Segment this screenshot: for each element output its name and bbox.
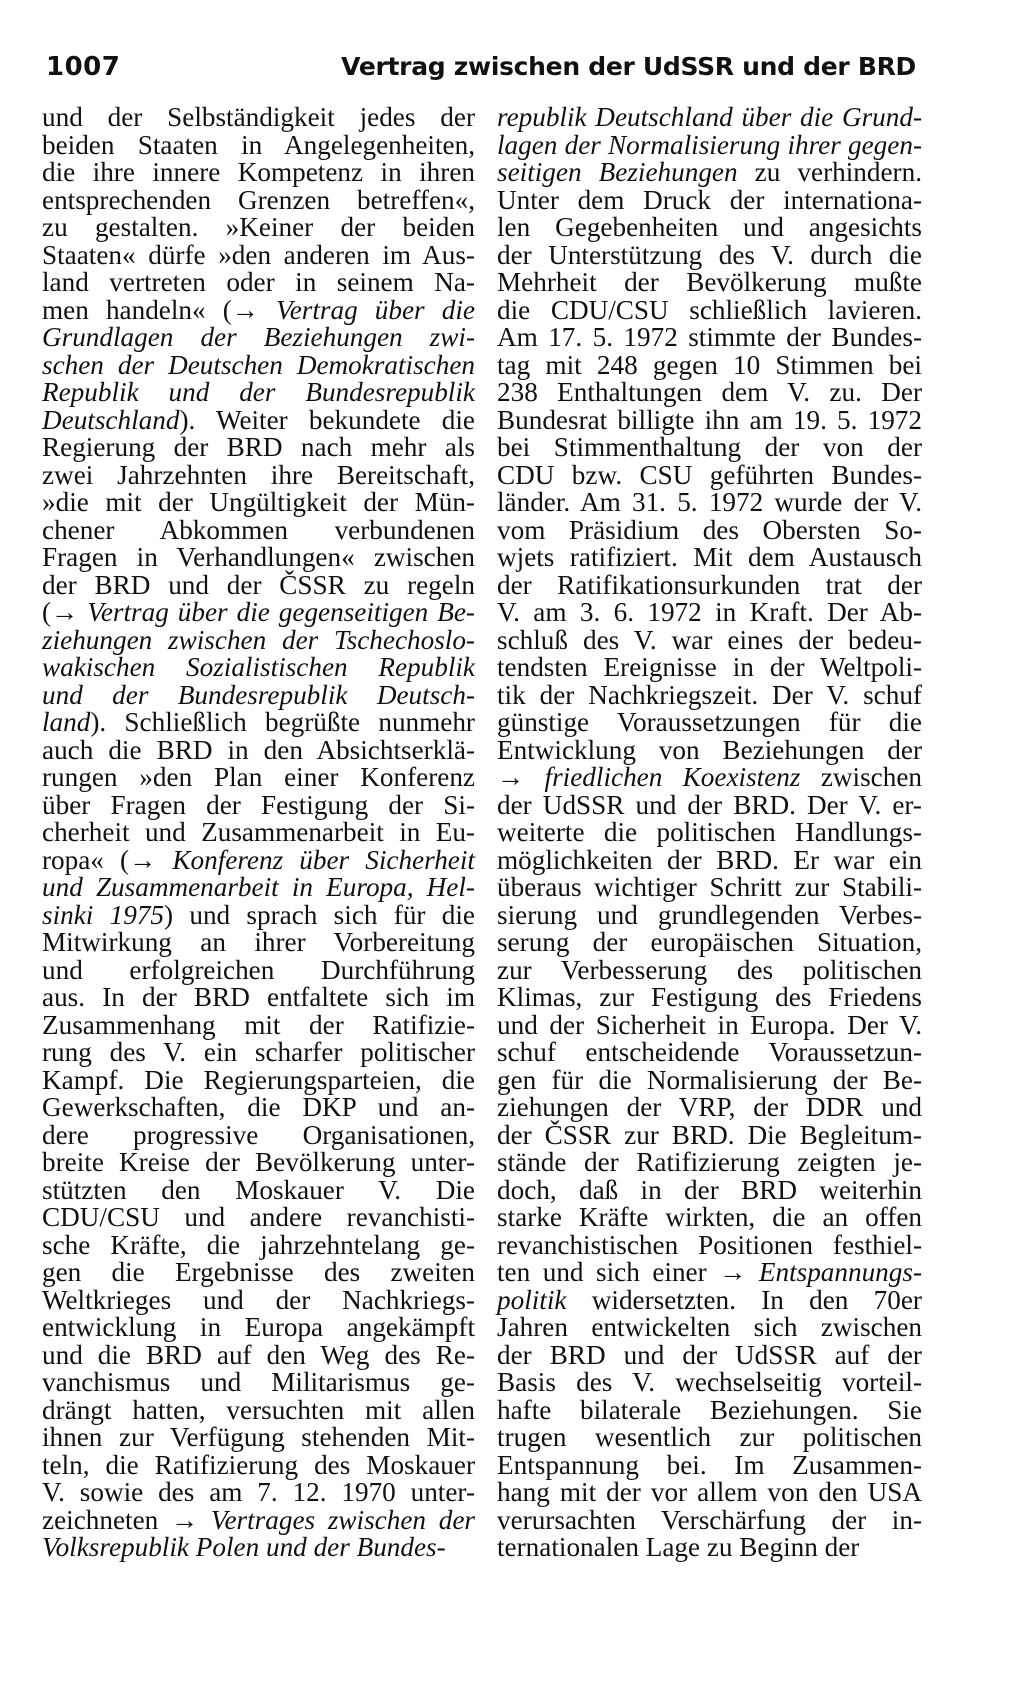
body-text: und der Selbständigkeit jedes der <box>42 102 475 132</box>
text-line <box>42 1119 475 1150</box>
text-line <box>497 1534 922 1562</box>
text-line <box>42 1149 475 1177</box>
body-text: ten und sich einer → <box>497 1257 759 1287</box>
text-line <box>42 324 475 352</box>
text-line <box>42 734 475 765</box>
text-line <box>42 489 475 517</box>
cross-reference-text: seitigen Beziehungen <box>497 157 738 187</box>
body-text: drängt hatten, versuchten mit allen <box>42 1394 475 1425</box>
text-line <box>42 1479 475 1507</box>
text-line <box>42 844 475 875</box>
body-text: dere progressive Organisationen, <box>42 1119 475 1150</box>
body-text: ihnen zur Verfügung stehenden Mit- <box>42 1422 475 1452</box>
text-line <box>42 819 475 847</box>
body-text: Regierung der BRD nach mehr als <box>42 432 475 462</box>
text-line <box>497 734 922 765</box>
text-line <box>497 1094 922 1122</box>
body-text: doch, daß in der BRD weiterhin <box>497 1174 922 1205</box>
body-text: der UdSSR und der BRD. Der V. er- <box>497 789 922 820</box>
text-line <box>42 404 475 435</box>
body-text: serung der europäischen Situation, <box>497 927 922 957</box>
text-line <box>497 269 922 297</box>
text-line <box>497 459 922 490</box>
body-text: CDU/CSU und andere revanchisti- <box>42 1202 475 1232</box>
body-text: ). Schließlich begrüßte nunmehr <box>90 707 475 737</box>
text-line <box>42 1449 475 1480</box>
cross-reference-text: Deutschland <box>42 404 180 435</box>
body-text: revanchistischen Positionen festhiel- <box>497 1229 922 1260</box>
text-line <box>497 544 922 572</box>
body-text: Zusammenhang mit der Ratifizie- <box>42 1009 475 1040</box>
body-text: tik der Nachkriegszeit. Der V. schuf <box>497 679 922 710</box>
text-line <box>42 459 475 490</box>
body-text: und der Sicherheit in Europa. Der V. <box>497 1009 922 1040</box>
text-line <box>497 1149 922 1177</box>
body-text: entsprechenden Grenzen betreffen«, <box>42 184 475 215</box>
body-text: möglichkeiten der BRD. Er war ein <box>497 844 922 875</box>
text-line <box>42 654 475 682</box>
text-line <box>497 709 922 737</box>
body-text: breite Kreise der Bevölkerung unter- <box>42 1147 475 1177</box>
cross-reference-text: republik Deutschland über die Grund- <box>497 102 922 132</box>
text-line <box>42 1039 475 1067</box>
text-line <box>497 184 922 215</box>
text-line <box>497 789 922 820</box>
body-text: → <box>497 762 545 792</box>
text-line <box>497 929 922 957</box>
body-text: länder. Am 31. 5. 1972 wurde der V. <box>497 487 922 517</box>
body-text: V. sowie des am 7. 12. 1970 unter- <box>42 1477 475 1507</box>
body-text: cherheit und Zusammenarbeit in Eu- <box>42 817 475 847</box>
body-text: wjets ratifiziert. Mit dem Austausch <box>497 542 922 572</box>
text-line <box>497 599 922 627</box>
body-text: Bundesrat billigte ihn am 19. 5. 1972 <box>497 404 922 435</box>
text-line <box>42 599 475 627</box>
cross-reference-text: Volksrepublik Polen und der Bundes- <box>42 1532 446 1562</box>
text-line <box>497 379 922 407</box>
text-line <box>497 679 922 710</box>
body-text: vom Präsidium des Obersten So- <box>497 514 922 545</box>
text-line <box>497 569 922 600</box>
cross-reference-text: lagen der Normalisierung ihrer gegen- <box>497 129 922 160</box>
body-text: 238 Enthaltungen dem V. zu. Der <box>497 377 922 407</box>
body-text: Jahren entwickelten sich zwischen <box>497 1312 922 1342</box>
text-line <box>42 1369 475 1397</box>
cross-reference-text: Vertrag über die gegenseitigen Be- <box>87 597 475 627</box>
cross-reference-text: land <box>42 707 91 737</box>
text-line <box>42 1174 475 1205</box>
text-line <box>497 984 922 1012</box>
text-line <box>497 324 922 352</box>
body-text: land vertreten oder in seinem Na- <box>42 267 475 297</box>
body-text: Unter dem Druck der internationa- <box>497 184 922 215</box>
body-text: die CDU/CSU schließlich lavieren. <box>497 294 922 325</box>
body-text: Am 17. 5. 1972 stimmte der Bundes- <box>497 322 922 352</box>
body-text: zu verhindern. <box>737 157 922 187</box>
text-line <box>497 1229 922 1260</box>
body-text: schuf entscheidende Voraussetzun- <box>497 1037 922 1067</box>
text-line <box>42 954 475 985</box>
body-text: Staaten« dürfe »den anderen im Aus- <box>42 239 475 270</box>
cross-reference-text: Konferenz über Sicherheit <box>172 844 475 875</box>
body-text: teln, die Ratifizierung des Moskauer <box>42 1449 475 1480</box>
body-text: Weltkrieges und der Nachkriegs- <box>42 1284 475 1315</box>
body-text: der BRD und der ČSSR zu regeln <box>42 569 475 600</box>
text-line <box>497 239 922 270</box>
text-line <box>497 1204 922 1232</box>
text-line <box>42 1094 475 1122</box>
text-line <box>42 1339 475 1370</box>
text-line <box>42 764 475 792</box>
body-text: Gewerkschaften, die DKP und an- <box>42 1092 475 1122</box>
text-line <box>42 104 475 132</box>
text-line <box>497 434 922 462</box>
text-line <box>42 129 475 160</box>
body-text: rungen »den Plan einer Konferenz <box>42 762 475 792</box>
body-text: ). Weiter bekundete die <box>179 404 475 435</box>
body-text: CDU bzw. CSU geführten Bundes- <box>497 459 922 490</box>
body-text: der BRD und der UdSSR auf der <box>497 1339 922 1370</box>
cross-reference-text: ziehungen zwischen der Tschechoslo- <box>42 624 475 655</box>
body-text: Entwicklung von Beziehungen der <box>497 734 922 765</box>
body-text: sche Kräfte, die jahrzehntelang ge- <box>42 1229 475 1260</box>
text-line <box>497 294 922 325</box>
text-line <box>42 624 475 655</box>
body-text: Basis des V. wechselseitig vorteil- <box>497 1367 922 1397</box>
text-line <box>497 899 922 930</box>
body-text: gen die Ergebnisse des zweiten <box>42 1257 475 1287</box>
text-line <box>42 1259 475 1287</box>
text-line <box>497 1339 922 1370</box>
text-line <box>42 1314 475 1342</box>
body-text: starke Kräfte wirkten, die an offen <box>497 1202 922 1232</box>
cross-reference-text: Grundlagen der Beziehungen zwi- <box>42 322 475 352</box>
text-line <box>42 184 475 215</box>
cross-reference-text: schen der Deutschen Demokratischen <box>42 349 475 380</box>
text-line <box>497 1504 922 1535</box>
body-text: widersetzten. In den 70er <box>566 1284 922 1315</box>
text-line <box>42 984 475 1012</box>
text-line <box>497 1284 922 1315</box>
text-line <box>497 1009 922 1040</box>
text-line <box>497 1369 922 1397</box>
text-line <box>42 899 475 930</box>
text-line <box>497 404 922 435</box>
text-line <box>42 269 475 297</box>
body-text: der ČSSR zur BRD. Die Begleitum- <box>497 1119 922 1150</box>
text-line <box>42 239 475 270</box>
text-line <box>42 709 475 737</box>
body-text: len Gegebenheiten und angesichts <box>497 212 922 242</box>
body-text: Entspannung bei. Im Zusammen- <box>497 1449 922 1480</box>
text-line <box>42 379 475 407</box>
body-text: weiterte die politischen Handlungs- <box>497 817 922 847</box>
cross-reference-text: sinki 1975 <box>42 899 165 930</box>
page-number: 1007 <box>46 52 121 82</box>
body-text: V. am 3. 6. 1972 in Kraft. Der Ab- <box>497 597 922 627</box>
body-text: über Fragen der Festigung der Si- <box>42 789 475 820</box>
text-line <box>497 764 922 792</box>
text-line <box>42 1229 475 1260</box>
running-head: Vertrag zwischen der UdSSR und der BRD <box>341 52 916 81</box>
body-text: sierung und grundlegenden Verbes- <box>497 899 922 930</box>
body-text: men handeln« (→ <box>42 294 277 325</box>
text-line <box>42 294 475 325</box>
text-line <box>42 1534 475 1562</box>
body-text: vanchismus und Militarismus ge- <box>42 1367 475 1397</box>
body-text: gen für die Normalisierung der Be- <box>497 1064 922 1095</box>
text-line <box>42 544 475 572</box>
text-line <box>42 679 475 710</box>
cross-reference-text: Republik und der Bundesrepublik <box>42 377 475 407</box>
text-line <box>497 1174 922 1205</box>
text-line <box>497 954 922 985</box>
text-line <box>497 1479 922 1507</box>
text-line <box>497 1314 922 1342</box>
text-line <box>42 1394 475 1425</box>
body-text: bei Stimmenthaltung der von der <box>497 432 922 462</box>
body-text: stützten den Moskauer V. Die <box>42 1174 475 1205</box>
text-line <box>42 349 475 380</box>
text-line <box>42 514 475 545</box>
body-text: chener Abkommen verbundenen <box>42 514 475 545</box>
body-text: Mitwirkung an ihrer Vorbereitung <box>42 927 475 957</box>
text-line <box>497 489 922 517</box>
body-text: (→ <box>42 597 88 627</box>
text-line <box>42 1284 475 1315</box>
text-line <box>42 569 475 600</box>
text-line <box>497 129 922 160</box>
text-line <box>497 1119 922 1150</box>
cross-reference-text: Entspannungs- <box>758 1257 922 1287</box>
body-text: stände der Ratifizierung zeigten je- <box>497 1147 922 1177</box>
text-line <box>42 1204 475 1232</box>
body-text: Mehrheit der Bevölkerung mußte <box>497 267 922 297</box>
body-text: zeichneten → <box>42 1504 211 1535</box>
body-text: tendsten Ereignisse in der Weltpoli- <box>497 652 922 682</box>
text-line <box>42 1504 475 1535</box>
text-line <box>42 159 475 187</box>
text-line <box>497 1449 922 1480</box>
body-text: verursachten Verschärfung der in- <box>497 1504 922 1535</box>
text-line <box>42 929 475 957</box>
text-line <box>497 214 922 242</box>
text-line <box>497 819 922 847</box>
body-text: zu gestalten. »Keiner der beiden <box>42 212 475 242</box>
body-text: Klimas, zur Festigung des Friedens <box>497 982 922 1012</box>
text-line <box>497 1394 922 1425</box>
body-text: trugen wesentlich zur politischen <box>497 1422 922 1452</box>
right-text-column <box>497 104 922 1562</box>
body-text: auch die BRD in den Absichtserklä- <box>42 734 475 765</box>
body-text: zwischen <box>800 762 922 792</box>
body-text: hang mit der vor allem von den USA <box>497 1477 922 1507</box>
body-text: schluß des V. war eines der bedeu- <box>497 624 922 655</box>
page-header <box>46 46 916 86</box>
cross-reference-text: politik <box>497 1284 567 1315</box>
body-text: ternationalen Lage zu Beginn der <box>497 1532 860 1562</box>
text-line <box>497 1259 922 1287</box>
body-text: Kampf. Die Regierungsparteien, die <box>42 1064 475 1095</box>
cross-reference-text: friedlichen Koexistenz <box>544 762 801 792</box>
body-text: beiden Staaten in Angelegenheiten, <box>42 129 475 160</box>
body-text: rung des V. ein scharfer politischer <box>42 1037 475 1067</box>
text-line <box>42 789 475 820</box>
body-text: »die mit der Ungültigkeit der Mün- <box>42 487 475 517</box>
cross-reference-text: und Zusammenarbeit in Europa, Hel- <box>42 872 475 902</box>
text-line <box>497 844 922 875</box>
body-text: ) und sprach sich für die <box>164 899 475 930</box>
cross-reference-text: Vertrag über die <box>276 294 475 325</box>
text-line <box>497 1424 922 1452</box>
body-text: überaus wichtiger Schritt zur Stabili- <box>497 872 922 902</box>
cross-reference-text: wakischen Sozialistischen Republik <box>42 652 475 682</box>
body-text: der Ratifikationsurkunden trat der <box>497 569 922 600</box>
body-text: und erfolgreichen Durchführung <box>42 954 475 985</box>
text-line <box>497 874 922 902</box>
body-text: ropa« (→ <box>42 844 173 875</box>
text-line <box>497 624 922 655</box>
text-line <box>42 1424 475 1452</box>
text-line <box>42 1009 475 1040</box>
text-line <box>497 349 922 380</box>
text-line <box>42 1064 475 1095</box>
body-text: hafte bilaterale Beziehungen. Sie <box>497 1394 922 1425</box>
body-text: ziehungen der VRP, der DDR und <box>497 1092 922 1122</box>
body-text: günstige Voraussetzungen für die <box>497 707 922 737</box>
body-text: entwicklung in Europa angekämpft <box>42 1312 475 1342</box>
text-line <box>497 104 922 132</box>
text-line <box>42 214 475 242</box>
body-text: und die BRD auf den Weg des Re- <box>42 1339 475 1370</box>
cross-reference-text: Vertrages zwischen der <box>210 1504 475 1535</box>
text-line <box>42 434 475 462</box>
cross-reference-text: und der Bundesrepublik Deutsch- <box>42 679 475 710</box>
text-line <box>497 159 922 187</box>
text-line <box>497 1064 922 1095</box>
body-text: Fragen in Verhandlungen« zwischen <box>42 542 475 572</box>
text-line <box>497 514 922 545</box>
left-text-column <box>42 104 475 1562</box>
body-text: zur Verbesserung des politischen <box>497 954 922 985</box>
text-line <box>497 654 922 682</box>
body-text: aus. In der BRD entfaltete sich im <box>42 982 475 1012</box>
body-text: tag mit 248 gegen 10 Stimmen bei <box>497 349 922 380</box>
body-text: die ihre innere Kompetenz in ihren <box>42 157 475 187</box>
text-line <box>497 1039 922 1067</box>
text-line <box>42 874 475 902</box>
body-text: der Unterstützung des V. durch die <box>497 239 922 270</box>
body-text: zwei Jahrzehnten ihre Bereitschaft, <box>42 459 475 490</box>
